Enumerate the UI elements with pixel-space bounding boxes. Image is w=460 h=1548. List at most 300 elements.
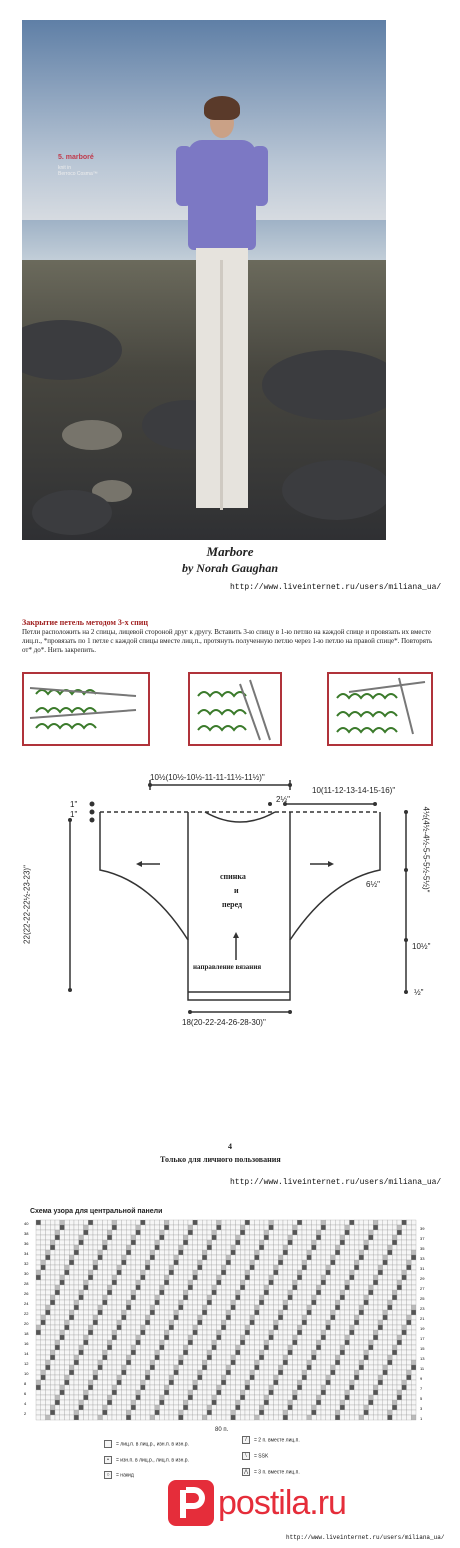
chart-cell [316, 1290, 321, 1295]
chart-cell [136, 1315, 141, 1320]
chart-cell [359, 1250, 364, 1255]
chart-cell [174, 1385, 179, 1390]
chart-cell [326, 1385, 331, 1390]
chart-cell [321, 1390, 326, 1395]
chart-cell [131, 1300, 136, 1305]
chart-cell [321, 1395, 326, 1400]
chart-cell [373, 1360, 378, 1365]
chart-cell [50, 1270, 55, 1275]
chart-cell [407, 1320, 412, 1325]
chart-cell [302, 1230, 307, 1235]
chart-cell [250, 1225, 255, 1230]
chart-cell [250, 1305, 255, 1310]
chart-cell [354, 1355, 359, 1360]
chart-cell [231, 1325, 236, 1330]
chart-cell [326, 1255, 331, 1260]
chart-cell [126, 1275, 131, 1280]
chart-cell [188, 1300, 193, 1305]
chart-cell [126, 1340, 131, 1345]
chart-cell [312, 1315, 317, 1320]
chart-cell [293, 1285, 298, 1290]
chart-cell [36, 1330, 41, 1335]
direction-label: направление вязания [193, 963, 262, 971]
chart-cell [240, 1260, 245, 1265]
chart-cell [354, 1230, 359, 1235]
chart-cell [88, 1385, 93, 1390]
chart-cell [378, 1345, 383, 1350]
chart-cell [79, 1400, 84, 1405]
chart-cell [259, 1385, 264, 1390]
chart-cell [131, 1295, 136, 1300]
chart-cell [226, 1395, 231, 1400]
chart-cell [245, 1375, 250, 1380]
chart-cell [373, 1320, 378, 1325]
chart-cell [55, 1270, 60, 1275]
chart-cell [397, 1380, 402, 1385]
chart-cell [193, 1360, 198, 1365]
chart-cell [179, 1410, 184, 1415]
chart-cell [169, 1330, 174, 1335]
chart-cell [402, 1340, 407, 1345]
chart-cell [150, 1335, 155, 1340]
chart-cell [55, 1295, 60, 1300]
chart-cell [359, 1230, 364, 1235]
chart-cell [150, 1325, 155, 1330]
chart-cell [388, 1395, 393, 1400]
chart-cell [50, 1225, 55, 1230]
chart-cell [278, 1395, 283, 1400]
chart-cell [122, 1310, 127, 1315]
chart-cell [288, 1380, 293, 1385]
chart-cell [297, 1285, 302, 1290]
chart-cell [136, 1410, 141, 1415]
chart-cell [231, 1275, 236, 1280]
chart-cell [288, 1280, 293, 1285]
chart-cell [259, 1240, 264, 1245]
chart-cell [340, 1375, 345, 1380]
chart-cell [36, 1365, 41, 1370]
chart-cell [335, 1400, 340, 1405]
chart-cell [402, 1320, 407, 1325]
chart-cell [302, 1310, 307, 1315]
chart-cell [69, 1395, 74, 1400]
chart-cell [183, 1405, 188, 1410]
chart-cell [131, 1310, 136, 1315]
chart-cell [359, 1330, 364, 1335]
chart-cell [274, 1225, 279, 1230]
chart-cell [98, 1245, 103, 1250]
chart-cell [93, 1290, 98, 1295]
chart-cell [36, 1250, 41, 1255]
chart-cell [131, 1350, 136, 1355]
chart-cell [388, 1350, 393, 1355]
chart-cell [84, 1250, 89, 1255]
chart-cell [145, 1225, 150, 1230]
chart-cell [55, 1405, 60, 1410]
chart-cell [183, 1325, 188, 1330]
chart-cell [245, 1220, 250, 1225]
chart-cell [307, 1395, 312, 1400]
chart-cell [269, 1385, 274, 1390]
chart-cell [93, 1270, 98, 1275]
chart-cell [331, 1225, 336, 1230]
chart-cell [255, 1270, 260, 1275]
chart-cell [326, 1380, 331, 1385]
chart-cell [316, 1400, 321, 1405]
chart-cell [288, 1225, 293, 1230]
chart-cell [312, 1265, 317, 1270]
chart-cell [179, 1355, 184, 1360]
chart-cell [98, 1365, 103, 1370]
chart-cell [307, 1285, 312, 1290]
chart-cell [169, 1395, 174, 1400]
chart-cell [350, 1290, 355, 1295]
chart-cell [74, 1230, 79, 1235]
chart-cell [169, 1245, 174, 1250]
chart-cell [74, 1320, 79, 1325]
chart-cell [174, 1380, 179, 1385]
chart-cell [283, 1260, 288, 1265]
chart-cell [93, 1395, 98, 1400]
chart-cell [103, 1335, 108, 1340]
chart-cell [41, 1220, 46, 1225]
chart-cell [388, 1305, 393, 1310]
chart-cell [402, 1395, 407, 1400]
chart-cell [69, 1290, 74, 1295]
chart-cell [364, 1265, 369, 1270]
chart-cell [259, 1315, 264, 1320]
chart-cell [297, 1355, 302, 1360]
row-label-right: 13 [420, 1356, 425, 1361]
chart-cell [274, 1290, 279, 1295]
chart-cell [198, 1245, 203, 1250]
chart-cell [221, 1385, 226, 1390]
chart-cell [126, 1400, 131, 1405]
chart-cell [364, 1395, 369, 1400]
chart-cell [131, 1345, 136, 1350]
chart-cell [207, 1370, 212, 1375]
chart-cell [88, 1340, 93, 1345]
chart-cell [36, 1315, 41, 1320]
chart-cell [155, 1375, 160, 1380]
chart-cell [55, 1260, 60, 1265]
chart-cell [411, 1235, 416, 1240]
chart-cell [183, 1310, 188, 1315]
chart-cell [46, 1230, 51, 1235]
chart-cell [245, 1235, 250, 1240]
chart-cell [65, 1240, 70, 1245]
chart-cell [84, 1390, 89, 1395]
chart-cell [60, 1380, 65, 1385]
chart-cell [202, 1355, 207, 1360]
chart-cell [169, 1410, 174, 1415]
chart-cell [193, 1395, 198, 1400]
chart-cell [407, 1265, 412, 1270]
chart-cell [307, 1345, 312, 1350]
chart-cell [79, 1325, 84, 1330]
chart-cell [278, 1370, 283, 1375]
chart-cell [88, 1360, 93, 1365]
chart-cell [202, 1390, 207, 1395]
chart-cell [283, 1255, 288, 1260]
chart-cell [103, 1305, 108, 1310]
chart-cell [283, 1375, 288, 1380]
chart-cell [141, 1300, 146, 1305]
chart-cell [388, 1275, 393, 1280]
chart-cell [41, 1325, 46, 1330]
chart-cell [46, 1395, 51, 1400]
chart-cell [126, 1235, 131, 1240]
chart-cell [155, 1395, 160, 1400]
chart-cell [293, 1245, 298, 1250]
chart-cell [373, 1340, 378, 1345]
model-figure [182, 90, 262, 530]
chart-cell [103, 1280, 108, 1285]
chart-cell [207, 1280, 212, 1285]
chart-cell [302, 1375, 307, 1380]
chart-cell [321, 1360, 326, 1365]
chart-cell [226, 1355, 231, 1360]
chart-cell [212, 1320, 217, 1325]
chart-cell [55, 1245, 60, 1250]
chart-cell [212, 1370, 217, 1375]
chart-cell [236, 1390, 241, 1395]
chart-cell [288, 1300, 293, 1305]
chart-cell [255, 1365, 260, 1370]
chart-cell [107, 1340, 112, 1345]
chart-cell [164, 1390, 169, 1395]
chart-cell [250, 1335, 255, 1340]
chart-cell [188, 1380, 193, 1385]
chart-cell [179, 1230, 184, 1235]
chart-cell [307, 1270, 312, 1275]
chart-cell [331, 1250, 336, 1255]
chart-cell [93, 1325, 98, 1330]
legend-left-3: ○ = накид [104, 1471, 134, 1479]
chart-cell [207, 1400, 212, 1405]
chart-cell [302, 1415, 307, 1420]
chart-cell [103, 1265, 108, 1270]
row-label-right: 11 [420, 1366, 425, 1371]
chart-cell [369, 1240, 374, 1245]
chart-cell [240, 1340, 245, 1345]
chart-cell [402, 1385, 407, 1390]
chart-cell [141, 1400, 146, 1405]
chart-cell [126, 1230, 131, 1235]
chart-cell [269, 1275, 274, 1280]
chart-cell [359, 1325, 364, 1330]
chart-cell [179, 1360, 184, 1365]
chart-cell [288, 1395, 293, 1400]
chart-cell [297, 1300, 302, 1305]
chart-cell [274, 1235, 279, 1240]
chart-cell [36, 1235, 41, 1240]
purl-symbol-icon: • [104, 1456, 112, 1464]
chart-cell [288, 1365, 293, 1370]
chart-cell [131, 1355, 136, 1360]
chart-cell [316, 1335, 321, 1340]
chart-cell [407, 1395, 412, 1400]
chart-cell [383, 1360, 388, 1365]
chart-cell [107, 1310, 112, 1315]
chart-cell [274, 1335, 279, 1340]
chart-cell [136, 1325, 141, 1330]
chart-cell [84, 1275, 89, 1280]
chart-cell [198, 1405, 203, 1410]
chart-cell [126, 1295, 131, 1300]
chart-cell [117, 1385, 122, 1390]
chart-cell [164, 1265, 169, 1270]
dim-length-total: 22(22-22-22½-23-23)" [22, 865, 32, 944]
chart-cell [141, 1360, 146, 1365]
chart-cell [345, 1320, 350, 1325]
chart-cell [231, 1280, 236, 1285]
chart-cell [193, 1225, 198, 1230]
chart-cell [93, 1285, 98, 1290]
chart-cell [117, 1375, 122, 1380]
chart-cell [88, 1275, 93, 1280]
chart-cell [107, 1235, 112, 1240]
chart-cell [383, 1240, 388, 1245]
chart-cell [264, 1295, 269, 1300]
chart-cell [293, 1400, 298, 1405]
panel-label-1: спинка [220, 872, 246, 881]
ssk-icon: \ [242, 1452, 250, 1460]
chart-cell [122, 1330, 127, 1335]
chart-cell [397, 1370, 402, 1375]
chart-cell [326, 1230, 331, 1235]
chart-cell [217, 1300, 222, 1305]
chart-cell [107, 1390, 112, 1395]
chart-cell [50, 1380, 55, 1385]
chart-cell [231, 1255, 236, 1260]
chart-cell [136, 1380, 141, 1385]
chart-cell [335, 1255, 340, 1260]
chart-cell [364, 1370, 369, 1375]
chart-cell [122, 1270, 127, 1275]
chart-cell [198, 1315, 203, 1320]
chart-cell [369, 1295, 374, 1300]
chart-cell [245, 1320, 250, 1325]
chart-cell [74, 1345, 79, 1350]
chart-cell [231, 1285, 236, 1290]
chart-cell [250, 1230, 255, 1235]
chart-cell [236, 1345, 241, 1350]
chart-cell [169, 1415, 174, 1420]
chart-cell [392, 1375, 397, 1380]
chart-cell [221, 1220, 226, 1225]
chart-cell [169, 1380, 174, 1385]
chart-cell [312, 1365, 317, 1370]
chart-cell [226, 1365, 231, 1370]
chart-cell [84, 1380, 89, 1385]
chart-cell [174, 1290, 179, 1295]
chart-cell [50, 1285, 55, 1290]
chart-cell [259, 1255, 264, 1260]
chart-cell [74, 1415, 79, 1420]
chart-cell [378, 1245, 383, 1250]
chart-cell [340, 1410, 345, 1415]
chart-cell [112, 1385, 117, 1390]
chart-cell [331, 1300, 336, 1305]
chart-cell [278, 1315, 283, 1320]
chart-cell [84, 1310, 89, 1315]
chart-cell [221, 1400, 226, 1405]
chart-cell [250, 1280, 255, 1285]
chart-cell [293, 1305, 298, 1310]
chart-cell [345, 1335, 350, 1340]
chart-cell [307, 1365, 312, 1370]
chart-cell [388, 1280, 393, 1285]
chart-cell [378, 1340, 383, 1345]
chart-cell [388, 1235, 393, 1240]
chart-cell [50, 1300, 55, 1305]
chart-cell [160, 1375, 165, 1380]
pattern-title: Marbore [206, 544, 254, 559]
chart-cell [136, 1270, 141, 1275]
chart-cell [136, 1405, 141, 1410]
chart-cell [350, 1365, 355, 1370]
chart-cell [264, 1240, 269, 1245]
chart-cell [36, 1270, 41, 1275]
chart-cell [202, 1260, 207, 1265]
chart-cell [340, 1365, 345, 1370]
chart-cell [98, 1380, 103, 1385]
chart-cell [231, 1320, 236, 1325]
chart-cell [136, 1360, 141, 1365]
chart-cell [69, 1340, 74, 1345]
chart-cell [274, 1260, 279, 1265]
chart-cell [79, 1395, 84, 1400]
chart-cell [236, 1405, 241, 1410]
chart-cell [122, 1405, 127, 1410]
bind-off-illustration-3 [327, 672, 433, 746]
chart-cell [274, 1320, 279, 1325]
chart-cell [131, 1330, 136, 1335]
chart-cell [112, 1305, 117, 1310]
chart-cell [107, 1240, 112, 1245]
source-url-1: http://www.liveinternet.ru/users/miliana_ua/ [230, 583, 442, 592]
chart-cell [117, 1395, 122, 1400]
chart-cell [193, 1335, 198, 1340]
chart-cell [112, 1400, 117, 1405]
chart-cell [388, 1365, 393, 1370]
chart-cell [169, 1240, 174, 1245]
chart-cell [350, 1405, 355, 1410]
chart-cell [112, 1325, 117, 1330]
chart-cell [117, 1320, 122, 1325]
chart-cell [402, 1415, 407, 1420]
chart-cell [369, 1370, 374, 1375]
chart-cell [392, 1260, 397, 1265]
chart-cell [198, 1225, 203, 1230]
chart-cell [245, 1260, 250, 1265]
chart-cell [126, 1250, 131, 1255]
chart-cell [245, 1285, 250, 1290]
chart-cell [259, 1325, 264, 1330]
chart-cell [50, 1370, 55, 1375]
chart-cell [288, 1290, 293, 1295]
chart-cell [354, 1305, 359, 1310]
chart-cell [274, 1300, 279, 1305]
chart-cell [198, 1280, 203, 1285]
chart-cell [150, 1250, 155, 1255]
chart-cell [250, 1370, 255, 1375]
chart-cell [373, 1335, 378, 1340]
chart-cell [274, 1240, 279, 1245]
chart-cell [411, 1320, 416, 1325]
chart-cell [55, 1375, 60, 1380]
